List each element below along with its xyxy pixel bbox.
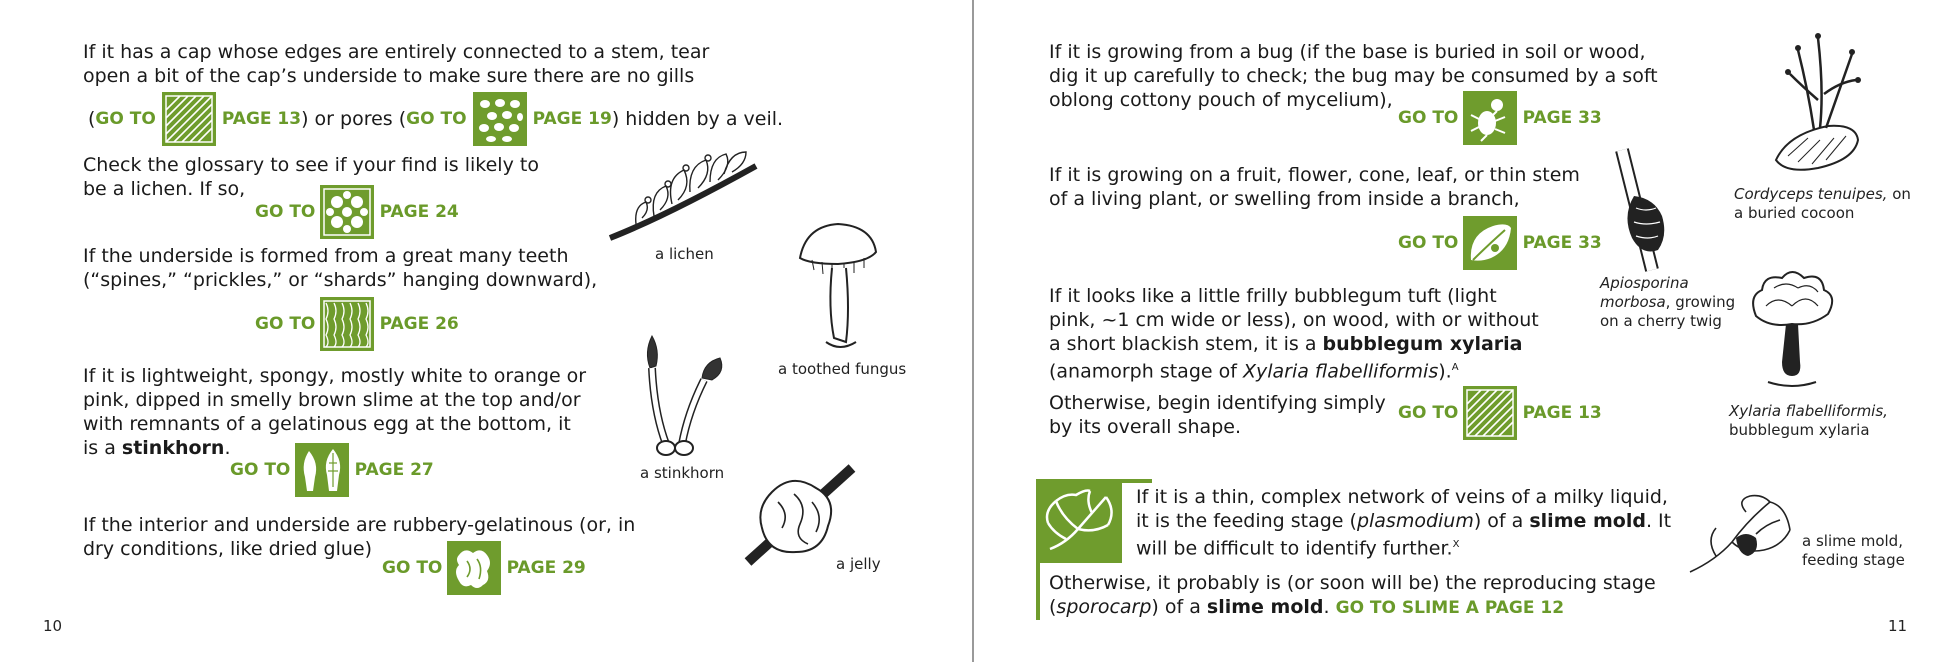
slime-paragraph	[1136, 485, 1696, 560]
apio-line-1: Apiosporina	[1600, 274, 1689, 292]
stink-line-1: If it is lightweight, spongy, mostly white to orange or	[83, 365, 587, 387]
goto-link-pores[interactable]: GO TO	[406, 109, 467, 129]
stink-line-3: with remnants of a gelatinous egg at the bottom, it	[83, 413, 571, 435]
page-link-19[interactable]: PAGE 19	[532, 109, 612, 129]
toothed-caption: a toothed fungus	[778, 360, 907, 378]
slime-line-2c: . It	[1645, 510, 1672, 532]
bug-badge-icon	[1463, 91, 1517, 145]
goto-link-bug[interactable]: GO TO	[1398, 108, 1459, 128]
page-link-33-plant[interactable]: PAGE 33	[1522, 233, 1602, 253]
stinkhorn-caption: a stinkhorn	[640, 464, 725, 482]
lines-pattern-icon-right	[1463, 386, 1517, 440]
slime-mold-term: slime mold	[1529, 510, 1646, 532]
cap-line-1: If it has a cap whose edges are entirely connected to a stem, tear	[83, 41, 710, 63]
slime-mold-illustration	[1686, 490, 1796, 590]
apiosporina-caption	[1600, 274, 1735, 331]
goto-link-gills[interactable]: GO TO	[95, 109, 156, 129]
bug-goto-row	[1398, 91, 1602, 145]
page-link-13-right[interactable]: PAGE 13	[1522, 403, 1602, 423]
cordyceps-illustration	[1768, 30, 1868, 180]
slime-mold-term-2: slime mold	[1206, 596, 1324, 618]
cap-goto-row	[88, 92, 783, 146]
page-link-13[interactable]: PAGE 13	[221, 109, 302, 129]
cordyceps-caption	[1734, 185, 1911, 223]
slime-caption-line-1: a slime mold,	[1802, 532, 1903, 550]
apio-line-2-text: , growing	[1665, 293, 1736, 311]
cordyceps-caption-line-1	[1734, 185, 1911, 204]
bug-line-2: dig it up carefully to check; the bug may be consumed by a soft	[1049, 65, 1658, 87]
stinkhorn-badge-icon	[295, 443, 349, 497]
lichen-badge-icon	[320, 185, 374, 239]
cap-line-2: open a bit of the cap’s underside to make sure there are no gills	[83, 65, 695, 87]
xylaria-illustration	[1742, 266, 1842, 396]
cap-mid-text: ) or pores (	[301, 108, 407, 130]
page-link-26[interactable]: PAGE 26	[379, 314, 459, 334]
bug-line-1: If it is growing from a bug (if the base is buried in soil or wood,	[1049, 41, 1646, 63]
teeth-pattern-icon	[320, 297, 374, 351]
toothed-fungus-illustration	[792, 218, 882, 358]
jelly-caption: a jelly	[836, 555, 881, 573]
apio-line-3: on a cherry twig	[1600, 312, 1722, 330]
repro-line-2a: (	[1049, 596, 1057, 618]
slime-line-1: If it is a thin, complex network of veins of a milky liquid,	[1136, 486, 1668, 508]
slime-mold-caption	[1802, 532, 1905, 570]
footnote-a[interactable]: A	[1451, 362, 1459, 373]
lichen-caption: a lichen	[655, 245, 714, 263]
jelly-line-2: dry conditions, like dried glue)	[83, 538, 373, 560]
jelly-badge-icon	[447, 541, 501, 595]
page-number-left: 10	[43, 617, 63, 635]
page-link-29[interactable]: PAGE 29	[506, 558, 586, 578]
repro-line-2c: .	[1323, 596, 1336, 618]
goto-link-lichen[interactable]: GO TO	[255, 202, 316, 222]
leaf-badge-icon	[1463, 216, 1517, 270]
slime-caption-line-2: feeding stage	[1802, 551, 1905, 569]
stink-line-2: pink, dipped in smelly brown slime at the top and/or	[83, 389, 581, 411]
slime-mold-badge-icon	[1036, 483, 1122, 563]
lichen-line-2: be a lichen. If so,	[83, 178, 246, 200]
page-number-right: 11	[1888, 617, 1908, 635]
other-line-1: Otherwise, begin identifying simply	[1049, 392, 1386, 414]
bubble-line-4	[1049, 356, 1549, 383]
page-link-24[interactable]: PAGE 24	[379, 202, 459, 222]
bubblegum-xylaria-term: bubblegum xylaria	[1322, 333, 1523, 355]
goto-link-plant[interactable]: GO TO	[1398, 233, 1459, 253]
stink-line-4a: is a	[83, 437, 122, 459]
plant-line-2: of a living plant, or swelling from inside a branch,	[1049, 188, 1520, 210]
jelly-line-1: If the interior and underside are rubbery-gelatinous (or, in	[83, 514, 636, 536]
stinkhorn-term: stinkhorn	[121, 437, 225, 459]
xylaria-italic: Xylaria flabelliformis	[1242, 360, 1439, 383]
plant-goto-row	[1398, 216, 1602, 270]
xylaria-caption	[1729, 402, 1888, 440]
cap-paragraph	[83, 40, 723, 88]
pores-pattern-icon	[473, 92, 527, 146]
goto-link-teeth[interactable]: GO TO	[255, 314, 316, 334]
goto-link-stinkhorn[interactable]: GO TO	[230, 460, 291, 480]
lines-pattern-icon	[162, 92, 216, 146]
bubble-line-1: If it looks like a little frilly bubblegum tuft (light	[1049, 285, 1497, 307]
xylaria-caption-line-2: bubblegum xylaria	[1729, 421, 1870, 439]
apio-line-2	[1600, 293, 1735, 312]
slime-line-3-text: will be difficult to identify further.	[1136, 537, 1453, 560]
stinkhorn-goto-row	[230, 443, 434, 497]
cordyceps-rest: on	[1887, 185, 1911, 203]
jelly-goto-row	[382, 541, 586, 595]
teeth-line-2: (“spines,” “prickles,” or “shards” hanging downward),	[83, 269, 598, 291]
lichen-line-1: Check the glossary to see if your find is likely to	[83, 154, 539, 176]
sporocarp-italic: sporocarp	[1056, 596, 1152, 618]
slime-line-2a: it is the feeding stage (	[1136, 510, 1357, 532]
page-divider	[972, 0, 974, 662]
slime-line-3	[1136, 533, 1696, 560]
lichen-illustration	[606, 146, 766, 246]
plasmodium-italic: plasmodium	[1356, 510, 1474, 532]
bubble-line-2: pink, ~1 cm wide or less), on wood, with or without	[1049, 309, 1539, 331]
bubble-line-4a: (anamorph stage of	[1049, 360, 1243, 383]
goto-link-jelly[interactable]: GO TO	[382, 558, 443, 578]
bug-line-3: oblong cottony pouch of mycelium),	[1049, 89, 1393, 111]
lichen-goto-row	[255, 185, 459, 239]
goto-link-slime-a[interactable]: GO TO SLIME A PAGE 12	[1335, 598, 1565, 618]
page-link-33-bug[interactable]: PAGE 33	[1522, 108, 1602, 128]
stink-line-4b: .	[224, 437, 231, 459]
apio-line-2-italic: morbosa	[1600, 293, 1666, 311]
apiosporina-illustration	[1612, 146, 1692, 276]
teeth-goto-row	[255, 297, 459, 351]
slime-line-2b: ) of a	[1473, 510, 1530, 532]
cordyceps-caption-line-2: a buried cocoon	[1734, 204, 1855, 222]
teeth-line-1: If the underside is formed from a great many teeth	[83, 245, 569, 267]
repro-line-1: Otherwise, it probably is (or soon will be) the reproducing stage	[1049, 572, 1656, 594]
bubble-line-3	[1049, 332, 1549, 356]
page-link-27[interactable]: PAGE 27	[354, 460, 434, 480]
teeth-paragraph	[83, 244, 643, 292]
goto-link-shape[interactable]: GO TO	[1398, 403, 1459, 423]
other-line-2: by its overall shape.	[1049, 416, 1241, 438]
stinkhorn-illustration	[640, 332, 740, 462]
plant-paragraph	[1049, 163, 1609, 211]
reproducing-paragraph	[1049, 571, 1689, 619]
repro-line-2b: ) of a	[1151, 596, 1207, 618]
slime-line-2	[1136, 509, 1696, 533]
xylaria-caption-line-1: Xylaria flabelliformis,	[1729, 402, 1888, 420]
cap-open-paren: (	[88, 108, 96, 130]
bubblegum-paragraph	[1049, 284, 1549, 383]
other-goto-row	[1398, 386, 1602, 440]
otherwise-paragraph	[1049, 391, 1409, 439]
plant-line-1: If it is growing on a fruit, flower, cone, leaf, or thin stem	[1049, 164, 1580, 186]
bubble-line-3a: a short blackish stem, it is a	[1049, 333, 1323, 355]
cordyceps-name: Cordyceps tenuipes,	[1734, 185, 1888, 203]
repro-line-2	[1049, 595, 1689, 619]
cap-end-text: ) hidden by a veil.	[611, 108, 784, 130]
footnote-x[interactable]: X	[1452, 539, 1460, 550]
bubble-line-4b: ).	[1438, 360, 1452, 383]
